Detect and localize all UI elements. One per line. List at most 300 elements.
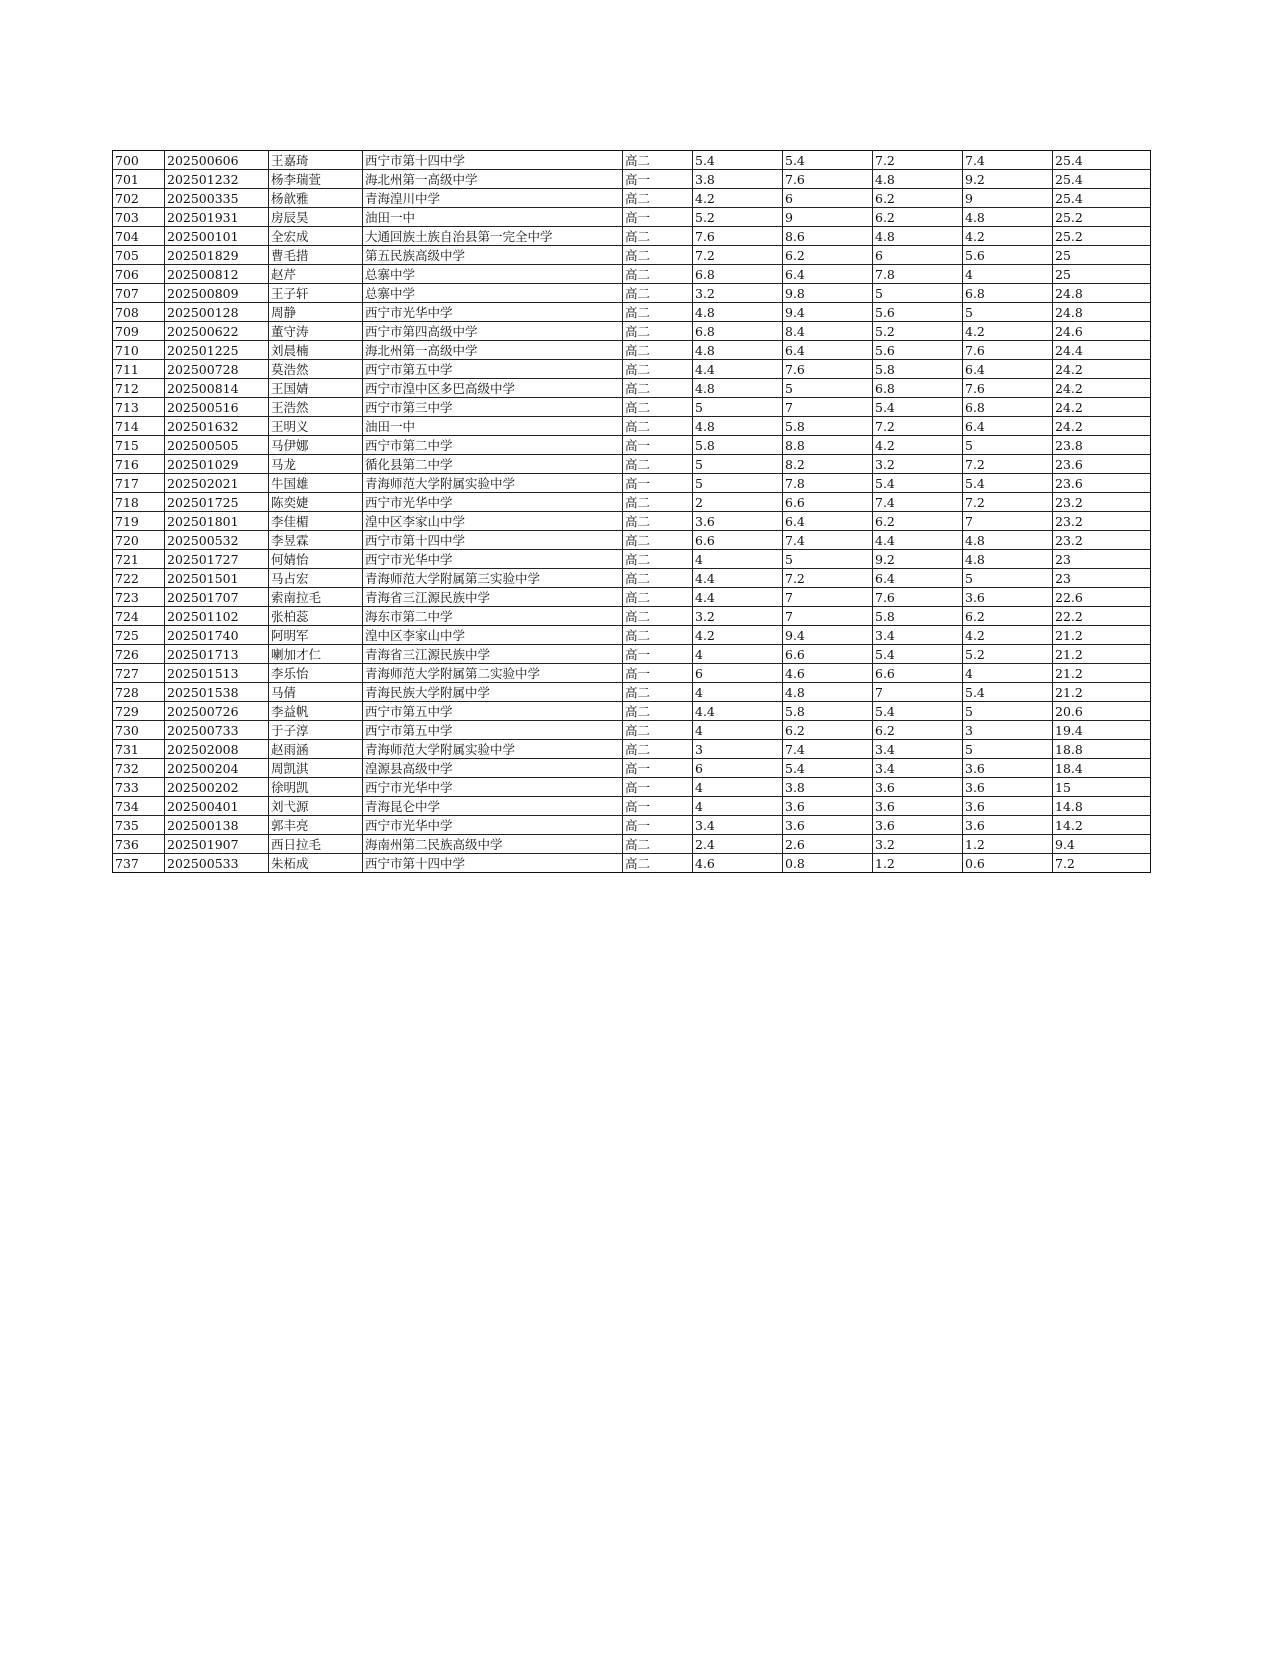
score1-cell: 4	[693, 778, 783, 797]
score1-cell: 7.2	[693, 246, 783, 265]
name-cell: 王明义	[269, 417, 363, 436]
table-row	[113, 512, 1151, 531]
score4-cell: 3.6	[963, 816, 1053, 835]
score3-cell: 4.8	[873, 170, 963, 189]
id-cell: 202500335	[165, 189, 269, 208]
score1-cell: 3.4	[693, 816, 783, 835]
rank-cell: 736	[113, 835, 165, 854]
rank-cell: 712	[113, 379, 165, 398]
score2-cell: 8.6	[783, 227, 873, 246]
score4-cell: 7.6	[963, 379, 1053, 398]
score2-cell: 7	[783, 607, 873, 626]
score3-cell: 9.2	[873, 550, 963, 569]
rank-cell: 723	[113, 588, 165, 607]
score4-cell: 6.2	[963, 607, 1053, 626]
grade-cell: 高一	[623, 170, 693, 189]
rank-cell: 727	[113, 664, 165, 683]
score3-cell: 5.4	[873, 645, 963, 664]
score3-cell: 5	[873, 284, 963, 303]
name-cell: 王浩然	[269, 398, 363, 417]
id-cell: 202500138	[165, 816, 269, 835]
table-row	[113, 816, 1151, 835]
score2-cell: 3.8	[783, 778, 873, 797]
school-cell: 青海师范大学附属第三实验中学	[363, 569, 623, 588]
table-row	[113, 208, 1151, 227]
school-cell: 青海师范大学附属实验中学	[363, 740, 623, 759]
table-row	[113, 778, 1151, 797]
rank-cell: 701	[113, 170, 165, 189]
school-cell: 西宁市第十四中学	[363, 151, 623, 170]
score1-cell: 4.8	[693, 379, 783, 398]
total-cell: 24.2	[1053, 379, 1151, 398]
school-cell: 青海师范大学附属实验中学	[363, 474, 623, 493]
score2-cell: 2.6	[783, 835, 873, 854]
school-cell: 西宁市光华中学	[363, 303, 623, 322]
rank-cell: 732	[113, 759, 165, 778]
name-cell: 莫浩然	[269, 360, 363, 379]
school-cell: 循化县第二中学	[363, 455, 623, 474]
score4-cell: 4.2	[963, 626, 1053, 645]
rank-cell: 710	[113, 341, 165, 360]
score1-cell: 4	[693, 683, 783, 702]
grade-cell: 高一	[623, 645, 693, 664]
table-row	[113, 550, 1151, 569]
total-cell: 25.4	[1053, 189, 1151, 208]
school-cell: 油田一中	[363, 208, 623, 227]
table-row	[113, 379, 1151, 398]
id-cell: 202500532	[165, 531, 269, 550]
score3-cell: 5.4	[873, 702, 963, 721]
rank-cell: 717	[113, 474, 165, 493]
id-cell: 202501232	[165, 170, 269, 189]
grade-cell: 高二	[623, 341, 693, 360]
score2-cell: 8.4	[783, 322, 873, 341]
table-row	[113, 417, 1151, 436]
grade-cell: 高一	[623, 797, 693, 816]
score2-cell: 6.4	[783, 512, 873, 531]
grade-cell: 高二	[623, 512, 693, 531]
table-row	[113, 854, 1151, 873]
id-cell: 202500533	[165, 854, 269, 873]
score1-cell: 4	[693, 797, 783, 816]
school-cell: 西宁市第五中学	[363, 360, 623, 379]
table-row	[113, 683, 1151, 702]
score3-cell: 6.2	[873, 208, 963, 227]
score4-cell: 4	[963, 265, 1053, 284]
school-cell: 青海昆仑中学	[363, 797, 623, 816]
score2-cell: 5	[783, 379, 873, 398]
name-cell: 李益帆	[269, 702, 363, 721]
score3-cell: 4.2	[873, 436, 963, 455]
total-cell: 25.2	[1053, 227, 1151, 246]
table-row	[113, 531, 1151, 550]
grade-cell: 高二	[623, 721, 693, 740]
school-cell: 湟中区李家山中学	[363, 512, 623, 531]
score3-cell: 5.6	[873, 303, 963, 322]
score1-cell: 3.2	[693, 284, 783, 303]
school-cell: 青海省三江源民族中学	[363, 588, 623, 607]
school-cell: 西宁市第十四中学	[363, 531, 623, 550]
id-cell: 202501829	[165, 246, 269, 265]
score3-cell: 3.2	[873, 455, 963, 474]
table-row	[113, 702, 1151, 721]
id-cell: 202500809	[165, 284, 269, 303]
score1-cell: 6	[693, 759, 783, 778]
total-cell: 24.6	[1053, 322, 1151, 341]
grade-cell: 高一	[623, 208, 693, 227]
score3-cell: 6.8	[873, 379, 963, 398]
score3-cell: 7.2	[873, 417, 963, 436]
school-cell: 西宁市湟中区多巴高级中学	[363, 379, 623, 398]
grade-cell: 高二	[623, 607, 693, 626]
name-cell: 李昱霖	[269, 531, 363, 550]
score4-cell: 9	[963, 189, 1053, 208]
score3-cell: 7.4	[873, 493, 963, 512]
score1-cell: 6.8	[693, 322, 783, 341]
id-cell: 202500733	[165, 721, 269, 740]
score1-cell: 4.8	[693, 417, 783, 436]
score2-cell: 0.8	[783, 854, 873, 873]
total-cell: 7.2	[1053, 854, 1151, 873]
rank-cell: 705	[113, 246, 165, 265]
score3-cell: 3.6	[873, 797, 963, 816]
id-cell: 202501713	[165, 645, 269, 664]
id-cell: 202500814	[165, 379, 269, 398]
grade-cell: 高一	[623, 759, 693, 778]
name-cell: 李佳楣	[269, 512, 363, 531]
school-cell: 西宁市第十四中学	[363, 854, 623, 873]
name-cell: 陈奕婕	[269, 493, 363, 512]
name-cell: 赵芹	[269, 265, 363, 284]
id-cell: 202500728	[165, 360, 269, 379]
total-cell: 21.2	[1053, 683, 1151, 702]
score4-cell: 7.6	[963, 341, 1053, 360]
score2-cell: 3.6	[783, 797, 873, 816]
total-cell: 18.4	[1053, 759, 1151, 778]
score3-cell: 3.6	[873, 816, 963, 835]
score3-cell: 5.4	[873, 474, 963, 493]
score3-cell: 5.4	[873, 398, 963, 417]
name-cell: 马伊娜	[269, 436, 363, 455]
table-row	[113, 797, 1151, 816]
school-cell: 西宁市光华中学	[363, 816, 623, 835]
table-row	[113, 721, 1151, 740]
grade-cell: 高二	[623, 265, 693, 284]
total-cell: 23.2	[1053, 493, 1151, 512]
score1-cell: 7.6	[693, 227, 783, 246]
school-cell: 总寨中学	[363, 284, 623, 303]
rank-cell: 708	[113, 303, 165, 322]
total-cell: 14.2	[1053, 816, 1151, 835]
name-cell: 房辰昊	[269, 208, 363, 227]
score4-cell: 6.4	[963, 417, 1053, 436]
score4-cell: 3.6	[963, 588, 1053, 607]
rank-cell: 729	[113, 702, 165, 721]
grade-cell: 高二	[623, 569, 693, 588]
score2-cell: 9.4	[783, 303, 873, 322]
grade-cell: 高二	[623, 417, 693, 436]
score3-cell: 5.2	[873, 322, 963, 341]
score2-cell: 6.2	[783, 721, 873, 740]
rank-cell: 720	[113, 531, 165, 550]
rank-cell: 733	[113, 778, 165, 797]
score4-cell: 0.6	[963, 854, 1053, 873]
score1-cell: 4.4	[693, 702, 783, 721]
id-cell: 202500622	[165, 322, 269, 341]
score2-cell: 7	[783, 398, 873, 417]
score-table	[112, 150, 1151, 873]
table-row	[113, 569, 1151, 588]
table-row	[113, 626, 1151, 645]
grade-cell: 高一	[623, 474, 693, 493]
rank-cell: 718	[113, 493, 165, 512]
name-cell: 郭丰亮	[269, 816, 363, 835]
id-cell: 202501029	[165, 455, 269, 474]
score3-cell: 3.2	[873, 835, 963, 854]
score4-cell: 4.8	[963, 208, 1053, 227]
score2-cell: 7	[783, 588, 873, 607]
total-cell: 25.2	[1053, 208, 1151, 227]
id-cell: 202501102	[165, 607, 269, 626]
score3-cell: 7.2	[873, 151, 963, 170]
table-row	[113, 360, 1151, 379]
score4-cell: 6.4	[963, 360, 1053, 379]
name-cell: 阿明军	[269, 626, 363, 645]
total-cell: 25.4	[1053, 170, 1151, 189]
total-cell: 23.6	[1053, 474, 1151, 493]
table-row	[113, 265, 1151, 284]
rank-cell: 707	[113, 284, 165, 303]
total-cell: 24.2	[1053, 417, 1151, 436]
rank-cell: 719	[113, 512, 165, 531]
name-cell: 何婧怡	[269, 550, 363, 569]
rank-cell: 725	[113, 626, 165, 645]
score3-cell: 1.2	[873, 854, 963, 873]
id-cell: 202500202	[165, 778, 269, 797]
score1-cell: 3	[693, 740, 783, 759]
name-cell: 赵雨涵	[269, 740, 363, 759]
rank-cell: 722	[113, 569, 165, 588]
table-row	[113, 151, 1151, 170]
score1-cell: 2	[693, 493, 783, 512]
score-table-body	[113, 151, 1151, 873]
rank-cell: 704	[113, 227, 165, 246]
name-cell: 徐明凯	[269, 778, 363, 797]
grade-cell: 高二	[623, 550, 693, 569]
total-cell: 24.8	[1053, 303, 1151, 322]
total-cell: 14.8	[1053, 797, 1151, 816]
table-row	[113, 588, 1151, 607]
table-row	[113, 740, 1151, 759]
total-cell: 23	[1053, 569, 1151, 588]
grade-cell: 高二	[623, 835, 693, 854]
grade-cell: 高一	[623, 436, 693, 455]
grade-cell: 高一	[623, 664, 693, 683]
grade-cell: 高二	[623, 322, 693, 341]
name-cell: 索南拉毛	[269, 588, 363, 607]
score4-cell: 4.2	[963, 227, 1053, 246]
grade-cell: 高二	[623, 151, 693, 170]
total-cell: 23	[1053, 550, 1151, 569]
school-cell: 油田一中	[363, 417, 623, 436]
rank-cell: 726	[113, 645, 165, 664]
score4-cell: 1.2	[963, 835, 1053, 854]
score4-cell: 7	[963, 512, 1053, 531]
score2-cell: 6.4	[783, 341, 873, 360]
score1-cell: 4	[693, 645, 783, 664]
school-cell: 海南州第二民族高级中学	[363, 835, 623, 854]
school-cell: 西宁市光华中学	[363, 493, 623, 512]
name-cell: 朱柘成	[269, 854, 363, 873]
rank-cell: 706	[113, 265, 165, 284]
id-cell: 202500505	[165, 436, 269, 455]
grade-cell: 高二	[623, 379, 693, 398]
school-cell: 总寨中学	[363, 265, 623, 284]
school-cell: 西宁市光华中学	[363, 550, 623, 569]
score3-cell: 3.4	[873, 626, 963, 645]
id-cell: 202501801	[165, 512, 269, 531]
grade-cell: 高二	[623, 189, 693, 208]
id-cell: 202501907	[165, 835, 269, 854]
rank-cell: 709	[113, 322, 165, 341]
school-cell: 西宁市光华中学	[363, 778, 623, 797]
score3-cell: 4.4	[873, 531, 963, 550]
score1-cell: 2.4	[693, 835, 783, 854]
score3-cell: 7.8	[873, 265, 963, 284]
id-cell: 202501501	[165, 569, 269, 588]
rank-cell: 728	[113, 683, 165, 702]
grade-cell: 高二	[623, 360, 693, 379]
score1-cell: 5	[693, 398, 783, 417]
score3-cell: 3.6	[873, 778, 963, 797]
score4-cell: 5.2	[963, 645, 1053, 664]
total-cell: 22.2	[1053, 607, 1151, 626]
id-cell: 202500606	[165, 151, 269, 170]
score3-cell: 6.4	[873, 569, 963, 588]
id-cell: 202500726	[165, 702, 269, 721]
school-cell: 西宁市第五中学	[363, 721, 623, 740]
id-cell: 202501725	[165, 493, 269, 512]
school-cell: 西宁市第五中学	[363, 702, 623, 721]
rank-cell: 737	[113, 854, 165, 873]
score1-cell: 4.6	[693, 854, 783, 873]
score3-cell: 6.2	[873, 721, 963, 740]
total-cell: 21.2	[1053, 645, 1151, 664]
total-cell: 23.8	[1053, 436, 1151, 455]
school-cell: 西宁市第四高级中学	[363, 322, 623, 341]
id-cell: 202501225	[165, 341, 269, 360]
total-cell: 18.8	[1053, 740, 1151, 759]
grade-cell: 高二	[623, 626, 693, 645]
total-cell: 15	[1053, 778, 1151, 797]
name-cell: 杨歆雅	[269, 189, 363, 208]
rank-cell: 711	[113, 360, 165, 379]
id-cell: 202501740	[165, 626, 269, 645]
score1-cell: 6	[693, 664, 783, 683]
score2-cell: 7.6	[783, 360, 873, 379]
id-cell: 202500516	[165, 398, 269, 417]
grade-cell: 高二	[623, 702, 693, 721]
table-row	[113, 398, 1151, 417]
score4-cell: 6.8	[963, 398, 1053, 417]
score2-cell: 5.8	[783, 417, 873, 436]
id-cell: 202502008	[165, 740, 269, 759]
id-cell: 202501538	[165, 683, 269, 702]
school-cell: 湟源县高级中学	[363, 759, 623, 778]
id-cell: 202500812	[165, 265, 269, 284]
score2-cell: 5.4	[783, 151, 873, 170]
rank-cell: 715	[113, 436, 165, 455]
total-cell: 22.6	[1053, 588, 1151, 607]
table-row	[113, 664, 1151, 683]
grade-cell: 高二	[623, 227, 693, 246]
score1-cell: 4.2	[693, 626, 783, 645]
school-cell: 青海省三江源民族中学	[363, 645, 623, 664]
score1-cell: 4.8	[693, 303, 783, 322]
table-row	[113, 455, 1151, 474]
name-cell: 曹毛措	[269, 246, 363, 265]
grade-cell: 高二	[623, 588, 693, 607]
school-cell: 第五民族高级中学	[363, 246, 623, 265]
total-cell: 25.4	[1053, 151, 1151, 170]
total-cell: 21.2	[1053, 664, 1151, 683]
rank-cell: 713	[113, 398, 165, 417]
rank-cell: 724	[113, 607, 165, 626]
score3-cell: 6.2	[873, 189, 963, 208]
score4-cell: 5	[963, 436, 1053, 455]
rank-cell: 702	[113, 189, 165, 208]
score4-cell: 3.6	[963, 759, 1053, 778]
score4-cell: 4.2	[963, 322, 1053, 341]
score3-cell: 5.8	[873, 360, 963, 379]
rank-cell: 735	[113, 816, 165, 835]
total-cell: 23.6	[1053, 455, 1151, 474]
table-row	[113, 246, 1151, 265]
table-row	[113, 322, 1151, 341]
score4-cell: 4	[963, 664, 1053, 683]
score2-cell: 6.4	[783, 265, 873, 284]
name-cell: 牛国雄	[269, 474, 363, 493]
score4-cell: 6.8	[963, 284, 1053, 303]
school-cell: 大通回族土族自治县第一完全中学	[363, 227, 623, 246]
school-cell: 西宁市第二中学	[363, 436, 623, 455]
score1-cell: 5	[693, 455, 783, 474]
id-cell: 202501727	[165, 550, 269, 569]
grade-cell: 高二	[623, 284, 693, 303]
score4-cell: 5.6	[963, 246, 1053, 265]
rank-cell: 703	[113, 208, 165, 227]
score1-cell: 5.8	[693, 436, 783, 455]
grade-cell: 高一	[623, 778, 693, 797]
total-cell: 24.4	[1053, 341, 1151, 360]
score2-cell: 6.2	[783, 246, 873, 265]
score3-cell: 7.6	[873, 588, 963, 607]
score4-cell: 5	[963, 303, 1053, 322]
table-row	[113, 341, 1151, 360]
total-cell: 23.2	[1053, 531, 1151, 550]
name-cell: 董守涛	[269, 322, 363, 341]
name-cell: 王国婧	[269, 379, 363, 398]
score3-cell: 3.4	[873, 740, 963, 759]
score2-cell: 4.8	[783, 683, 873, 702]
score3-cell: 3.4	[873, 759, 963, 778]
score3-cell: 6	[873, 246, 963, 265]
score4-cell: 3.6	[963, 778, 1053, 797]
score3-cell: 6.6	[873, 664, 963, 683]
id-cell: 202502021	[165, 474, 269, 493]
table-row	[113, 645, 1151, 664]
score4-cell: 5	[963, 702, 1053, 721]
